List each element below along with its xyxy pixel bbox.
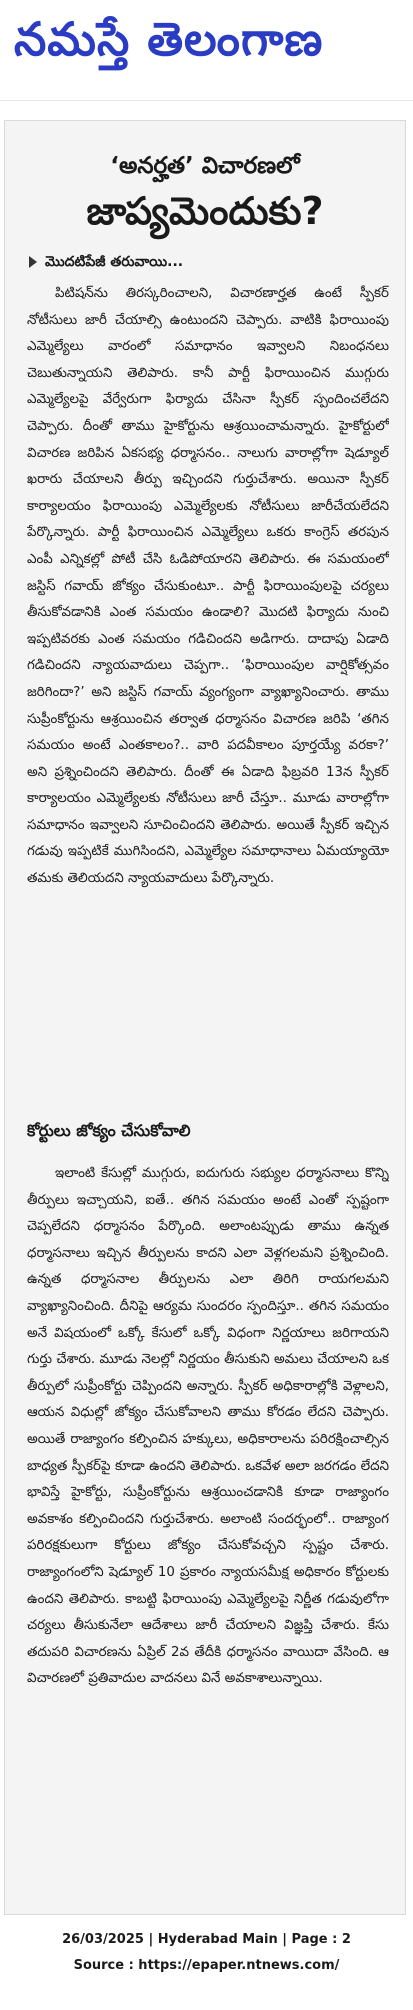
headline-sub: ‘అనర్హత’ విచారణలో: [110, 153, 300, 179]
continued-text: మొదటిపేజీ తరువాయి...: [45, 254, 184, 270]
triangle-bullet-icon: [29, 256, 37, 268]
article-clipping: [4, 120, 406, 1915]
footer-source: Source : https://epaper.ntnews.com/: [73, 1958, 340, 1973]
article-paragraph-2: ఇలాంటి కేసుల్లో ముగ్గురు, ఐదుగురు సభ్యుల ధర్మాసనాలు కొన్ని తీర్పులు ఇచ్చాయని, ఐతే.. తగిన సమయం అంటే ఎంతో స్పష్టంగా చెప్పలేదని ధర్మాసనం పేర్కొంది. అలాంటప్పుడు తాము ఉన్నత ధర్మాసనాలు ఇచ్చిన తీర్పులను కాదని ఎలా వెళ్లగలమని ప్రశ్నించింది. ఉన్నత ధర్మాసనాల తీర్పులను ఎలా తిరిగి రాయగలమని వ్యాఖ్యానించింది. దీనిపై ఆర్యమ సుందరం స్పందిస్తూ.. తగిన సమయం అనే విషయంలో ఒక్కో కేసులో ఒక్కో విధంగా నిర్ణయాలు జరిగాయని గుర్తు చేశారు. మూడు నెలల్లో నిర్ణయం తీసుకుని అమలు చేయాలని ఒక తీర్పులో సుప్రీంకోర్టు చెప్పిందని అన్నారు. స్పీకర్ అధికారాల్లోకి వెళ్లాలని, ఆయన విధుల్లో జోక్యం చేసుకోవాలని తాము కోరడం లేదని చెప్పారు. అయితే రాజ్యాంగం కల్పించిన హక్కులు, అధికారాలను పరిరక్షించాల్సిన బాధ్యత స్పీకర్‌పై కూడా ఉందని తెలిపారు. ఒకవేళ అలా జరగడం లేదని భావిస్తే హైకోర్టు, సుప్రీంకోర్టును ఆశ్రయించడానికి కూడా రాజ్యాంగం అవకాశం కల్పించిందని గుర్తుచేశారు. అలాంటి సందర్భంలో.. రాజ్యాంగ పరిరక్షకులుగా కోర్టులు జోక్యం చేసుకోవచ్చని స్పష్టం చేశారు. రాజ్యాంగంలోని షెడ్యూల్ 10 ప్రకారం న్యాయసమీక్ష అధికారం కోర్టులకు ఉందని తెలిపారు. కాబట్టి ఫిరాయింపు ఎమ్మెల్యేలపై నిర్ణీత గడువులోగా చర్యలు తీసుకునేలా ఆదేశాలు జారీ చేయాలని విజ్ఞప్తి చేశారు. కేసు తదుపరి విచారణను ఏప్రిల్ 2వ తేదీకి ధర్మాసనం వాయిదా వేసింది. ఆ విచారణలో ప్రతివాదుల వాదనలు వినే అవకాశాలున్నాయి.: [27, 1166, 389, 1687]
footer-edition-info: 26/03/2025 | Hyderabad Main | Page : 2: [62, 1932, 351, 1947]
article-paragraph-1: పిటిషన్‌ను తిరస్కరించాలని, విచారణార్హత ఉంటే స్పీకర్ నోటీసులు జారీ చేయాల్సి ఉంటుందని చెప్పారు. వాటికి ఫిరాయింపు ఎమ్మెల్యేలు వారంలో సమాధానం ఇవ్వాలని నిబంధనలు చెబుతున్నాయని తెలిపారు. కానీ పార్టీ ఫిరాయించిన ముగ్గురు ఎమ్మెల్యేలపై వేర్వేరుగా ఫిర్యాదు చేసినా స్పీకర్ స్పందించలేదని చెప్పారు. దీంతో తాము హైకోర్టును ఆశ్రయించామన్నారు. హైకోర్టులో విచారణ జరిపిన ఏకసభ్య ధర్మాసనం.. నాలుగు వారాల్లోగా షెడ్యూల్ ఖరారు చేయాలని తీర్పు ఇచ్చిందని గుర్తుచేశారు. అయినా స్పీకర్ కార్యాలయం ఫిరాయింపు ఎమ్మెల్యేలకు నోటీసులు జారీచేయలేదని పేర్కొన్నారు. పార్టీ ఫిరాయించిన ఎమ్మెల్యేలు ఒకరు కాంగ్రెస్ తరపున ఎంపీ ఎన్నికల్లో పోటీ చేసి ఓడిపోయారని తెలిపారు. ఈ సమయంలో జస్టిస్ గవాయ్ జోక్యం చేసుకుంటూ.. పార్టీ ఫిరాయింపులపై చర్యలు తీసుకోవడానికి ఎంత సమయం ఉండాలి? మొదటి ఫిర్యాదు నుంచి ఇప్పటివరకు ఎంత సమయం గడిచిందని అడిగారు. దాదాపు ఏడాది గడిచిందని న్యాయవాదులు చెప్పగా.. ‘ఫిరాయింపుల వార్షికోత్సవం జరిగిందా?’ అని జస్టిస్ గవాయ్ వ్యంగ్యంగా వ్యాఖ్యానించారు. తాము సుప్రీంకోర్టును ఆశ్రయించిన తర్వాత ధర్మాసనం విచారణ జరిపి ‘తగిన సమయం అంటే ఎంతకాలం?.. వారి పదవీకాలం పూర్తయ్యే వరకా?’ అని ప్రశ్నించిందని తెలిపారు. దీంతో ఈ ఏడాది ఫిబ్రవరి 13న స్పీకర్ కార్యాలయం ఎమ్మెల్యేలకు నోటీసులు జారీ చేస్తూ.. మూడు వారాల్లోగా సమాధానం ఇవ్వాలని సూచించిందని తెలిపారు. అయితే స్పీకర్ ఇచ్చిన గడువు ఇప్పటికే ముగిసిందని, ఎమ్మెల్యేల సమాధానాలు ఏమయ్యాయో తమకు తెలియదని న్యాయవాదులు పేర్కొన్నారు.: [27, 286, 389, 887]
headline-main: జాప్యమెందుకు?: [86, 189, 324, 233]
article-subheading: కోర్టులు జోక్యం చేసుకోవాలి: [27, 1121, 191, 1140]
masthead: [0, 0, 413, 101]
newspaper-logo: నమస్తే తెలంగాణ: [14, 12, 324, 66]
continued-from-label: [29, 254, 183, 273]
